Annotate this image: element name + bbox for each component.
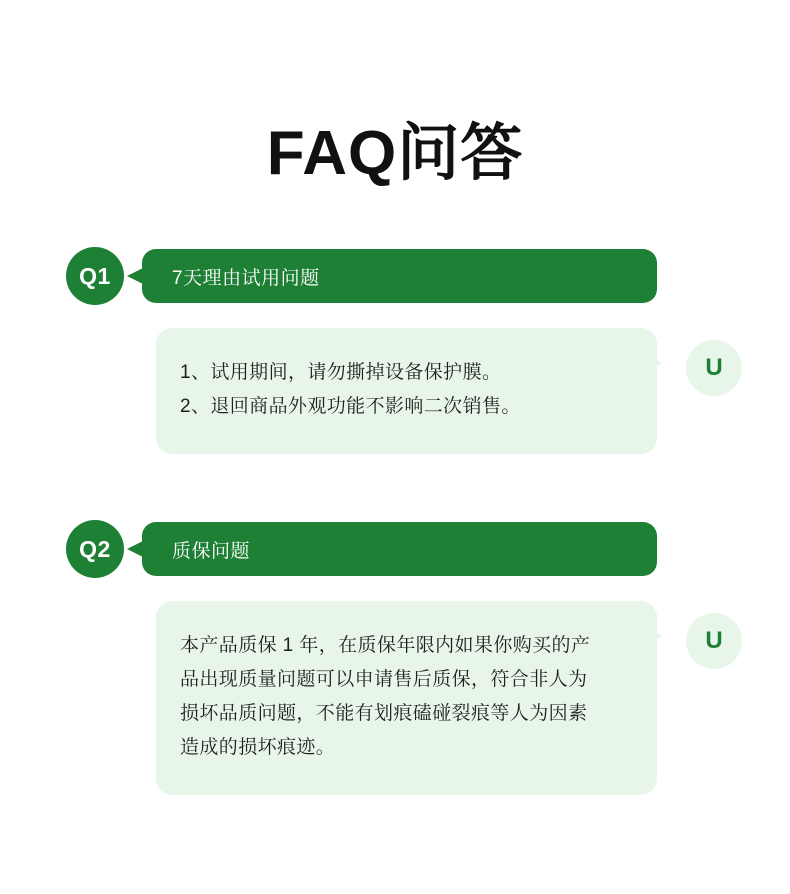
faq-list bbox=[0, 247, 790, 795]
answer-bubble-tail bbox=[644, 627, 662, 645]
section-spacer bbox=[0, 474, 790, 520]
faq-item bbox=[0, 247, 790, 454]
question-badge: Q2 bbox=[66, 520, 124, 578]
question-bubble[interactable] bbox=[142, 522, 657, 576]
answer-line: 品出现质量问题可以申请售后质保，符合非人为 bbox=[180, 669, 588, 691]
question-badge: Q1 bbox=[66, 247, 124, 305]
answer-bubble bbox=[156, 328, 657, 454]
answer-row bbox=[0, 601, 790, 795]
question-text: 7天理由试用问题 bbox=[172, 267, 320, 289]
answer-bubble-tail bbox=[644, 354, 662, 372]
answer-row bbox=[0, 328, 790, 454]
question-row[interactable] bbox=[0, 520, 790, 582]
answer-line: 1、试用期间，请勿撕掉设备保护膜。 bbox=[180, 362, 502, 384]
faq-item bbox=[0, 520, 790, 795]
user-badge: U bbox=[686, 613, 742, 669]
answer-bubble bbox=[156, 601, 657, 795]
question-row[interactable] bbox=[0, 247, 790, 309]
question-bubble[interactable] bbox=[142, 249, 657, 303]
answer-line: 2、退回商品外观功能不影响二次销售。 bbox=[180, 396, 521, 418]
answer-line: 造成的损坏痕迹。 bbox=[180, 737, 336, 759]
answer-line: 本产品质保 1 年，在质保年限内如果你购买的产 bbox=[180, 635, 591, 657]
answer-line: 损坏品质问题，不能有划痕磕碰裂痕等人为因素 bbox=[180, 703, 588, 725]
page-title: FAQ问答 bbox=[266, 119, 524, 188]
question-text: 质保问题 bbox=[172, 540, 251, 562]
user-badge: U bbox=[686, 340, 742, 396]
